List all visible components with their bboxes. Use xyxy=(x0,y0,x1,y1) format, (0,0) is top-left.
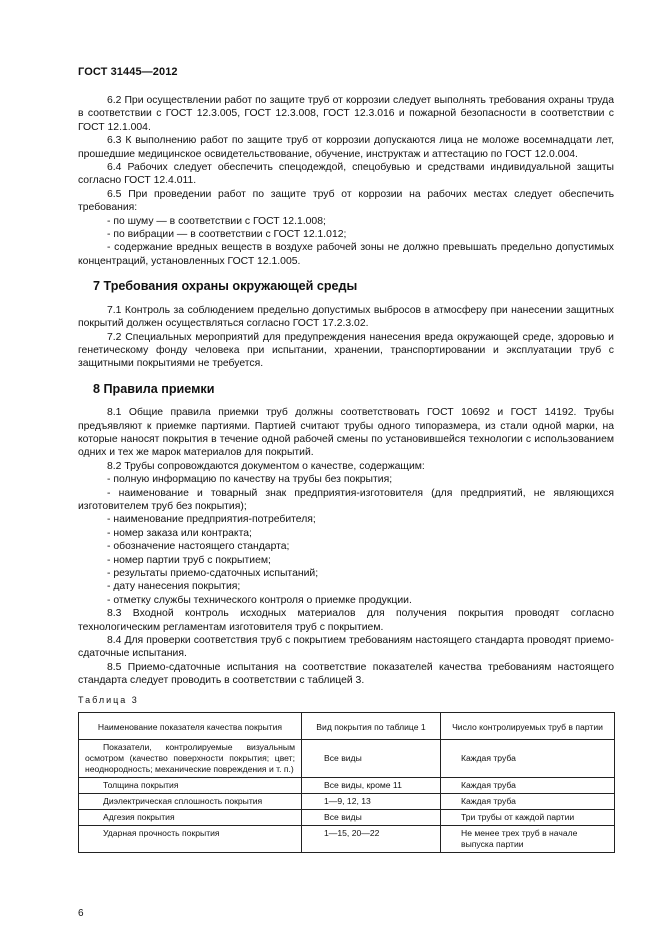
table-cell: Все виды xyxy=(302,810,441,826)
table-cell: 1—9, 12, 13 xyxy=(302,794,441,810)
table-cell xyxy=(79,740,302,778)
cell-text: Показатели, контролируемые визуальным осмотром (качество поверхности покрытия; цвет; неоднородность; механические повреждения и т. п.) xyxy=(85,742,295,775)
page-header: ГОСТ 31445—2012 xyxy=(78,66,178,78)
quality-table xyxy=(78,712,615,853)
table-cell xyxy=(79,826,302,853)
table-cell: Три трубы от каждой партии xyxy=(441,810,615,826)
list-item: - дату нанесения покрытия; xyxy=(107,581,241,593)
paragraph-6-4: 6.4 Рабочих следует обеспечить спецодеждой, спецобувью и средствами индивидуальной защиты согласно ГОСТ 12.4.011. xyxy=(78,162,614,187)
table-cell: 1—15, 20—22 xyxy=(302,826,441,853)
list-item: - номер партии труб с покрытием; xyxy=(107,554,271,566)
table-cell xyxy=(79,794,302,810)
paragraph-7-2: 7.2 Специальных мероприятий для предупреждения нанесения вреда окружающей среде, здоровью и генетическому фонду человека при испытании, хранении, транспортировании и эксплуатации труб с защитными покрытиями не требуется. xyxy=(78,331,614,370)
list-item: - полную информацию по качеству на трубы без покрытия; xyxy=(107,474,393,486)
page-content xyxy=(78,94,614,853)
table-cell: Каждая труба xyxy=(441,740,615,778)
paragraph-8-5: 8.5 Приемо-сдаточные испытания на соответствие показателей качества требованиям настоящего стандарта следует проводить в соответствии с таблицей 3. xyxy=(78,661,614,687)
table-cell xyxy=(79,810,302,826)
list-item: - результаты приемо-сдаточных испытаний; xyxy=(107,568,319,579)
cell-text: Толщина покрытия xyxy=(103,780,179,791)
table-row xyxy=(79,794,615,810)
table-row xyxy=(79,810,615,826)
paragraph-6-3: 6.3 К выполнению работ по защите труб от коррозии допускаются лица не моложе восемнадцати лет, прошедшие медицинское освидетельствование, обучение, инструктаж и аттестацию по ГОСТ 12.0.004. xyxy=(78,135,614,160)
table-caption: Таблица 3 xyxy=(78,694,139,705)
list-item: - по шуму — в соответствии с ГОСТ 12.1.008; xyxy=(107,215,326,227)
table-row xyxy=(79,778,615,794)
list-item: - номер заказа или контракта; xyxy=(107,527,252,539)
paragraph-8-2: 8.2 Трубы сопровождаются документом о качестве, содержащим: xyxy=(107,460,425,472)
table-cell: Не менее трех труб в начале выпуска партии xyxy=(441,826,615,853)
list-item: - обозначение настоящего стандарта; xyxy=(107,541,290,553)
paragraph-8-4: 8.4 Для проверки соответствия труб с покрытием требованиям настоящего стандарта проводят приемо-сдаточные испытания. xyxy=(78,635,614,660)
paragraph-8-3: 8.3 Входной контроль исходных материалов для получения покрытия проводят согласно технологическим регламентам изготовителя труб с покрытием. xyxy=(78,608,614,633)
cell-text: Ударная прочность покрытия xyxy=(103,828,220,839)
list-item: - наименование предприятия-потребителя; xyxy=(107,514,316,526)
table-row xyxy=(79,826,615,853)
column-header: Число контролируемых труб в партии xyxy=(441,713,615,740)
list-item: - наименование и товарный знак предприятия-изготовителя (для предприятий, не являющихся изготовителем труб без покрытия); xyxy=(78,487,614,512)
section-heading-8: 8 Правила приемки xyxy=(93,381,215,396)
list-item: - содержание вредных веществ в воздухе рабочей зоны не должно превышать предельно допустимых концентраций, установленных ГОСТ 12.1.005. xyxy=(78,242,614,267)
list-item: - отметку службы технического контроля о приемке продукции. xyxy=(107,594,412,606)
table-cell xyxy=(79,778,302,794)
table-header-row xyxy=(79,713,615,740)
table-row xyxy=(79,740,615,778)
column-header: Вид покрытия по таблице 1 xyxy=(302,713,441,740)
section-heading-7: 7 Требования охраны окружающей среды xyxy=(93,279,358,294)
cell-text: Адгезия покрытия xyxy=(103,812,175,823)
list-item: - по вибрации — в соответствии с ГОСТ 12.1.012; xyxy=(107,229,347,241)
table-cell: Все виды xyxy=(302,740,441,778)
paragraph-6-5: 6.5 При проведении работ по защите труб от коррозии на рабочих местах следует обеспечить требования: xyxy=(78,188,614,214)
column-header: Наименование показателя качества покрытия xyxy=(79,713,302,740)
cell-text: Диэлектрическая сплошность покрытия xyxy=(103,796,263,807)
paragraph-6-2: 6.2 При осуществлении работ по защите труб от коррозии следует выполнять требования охраны труда в соответствии с ГОСТ 12.3.005, ГОСТ 12.3.008, ГОСТ 12.3.016 и пожарной безопасности в соответствии с ГОСТ 12.1.004. xyxy=(78,95,614,133)
table-cell: Каждая труба xyxy=(441,778,615,794)
table-cell: Каждая труба xyxy=(441,794,615,810)
page-number: 6 xyxy=(78,908,84,919)
paragraph-8-1: 8.1 Общие правила приемки труб должны соответствовать ГОСТ 10692 и ГОСТ 14192. Трубы предъявляют к приемке партиями. Партией считают трубы одного типоразмера, из стали одной марки, на которые наносят покрытия в течение одной рабочей смены по установившейся технологии с использованием одних и тех же марок материалов для покрытий. xyxy=(78,407,614,459)
paragraph-7-1: 7.1 Контроль за соблюдением предельно допустимых выбросов в атмосферу при нанесении защитных покрытий должен осуществляться согласно ГОСТ 17.2.3.02. xyxy=(78,304,614,330)
table-cell: Все виды, кроме 11 xyxy=(302,778,441,794)
